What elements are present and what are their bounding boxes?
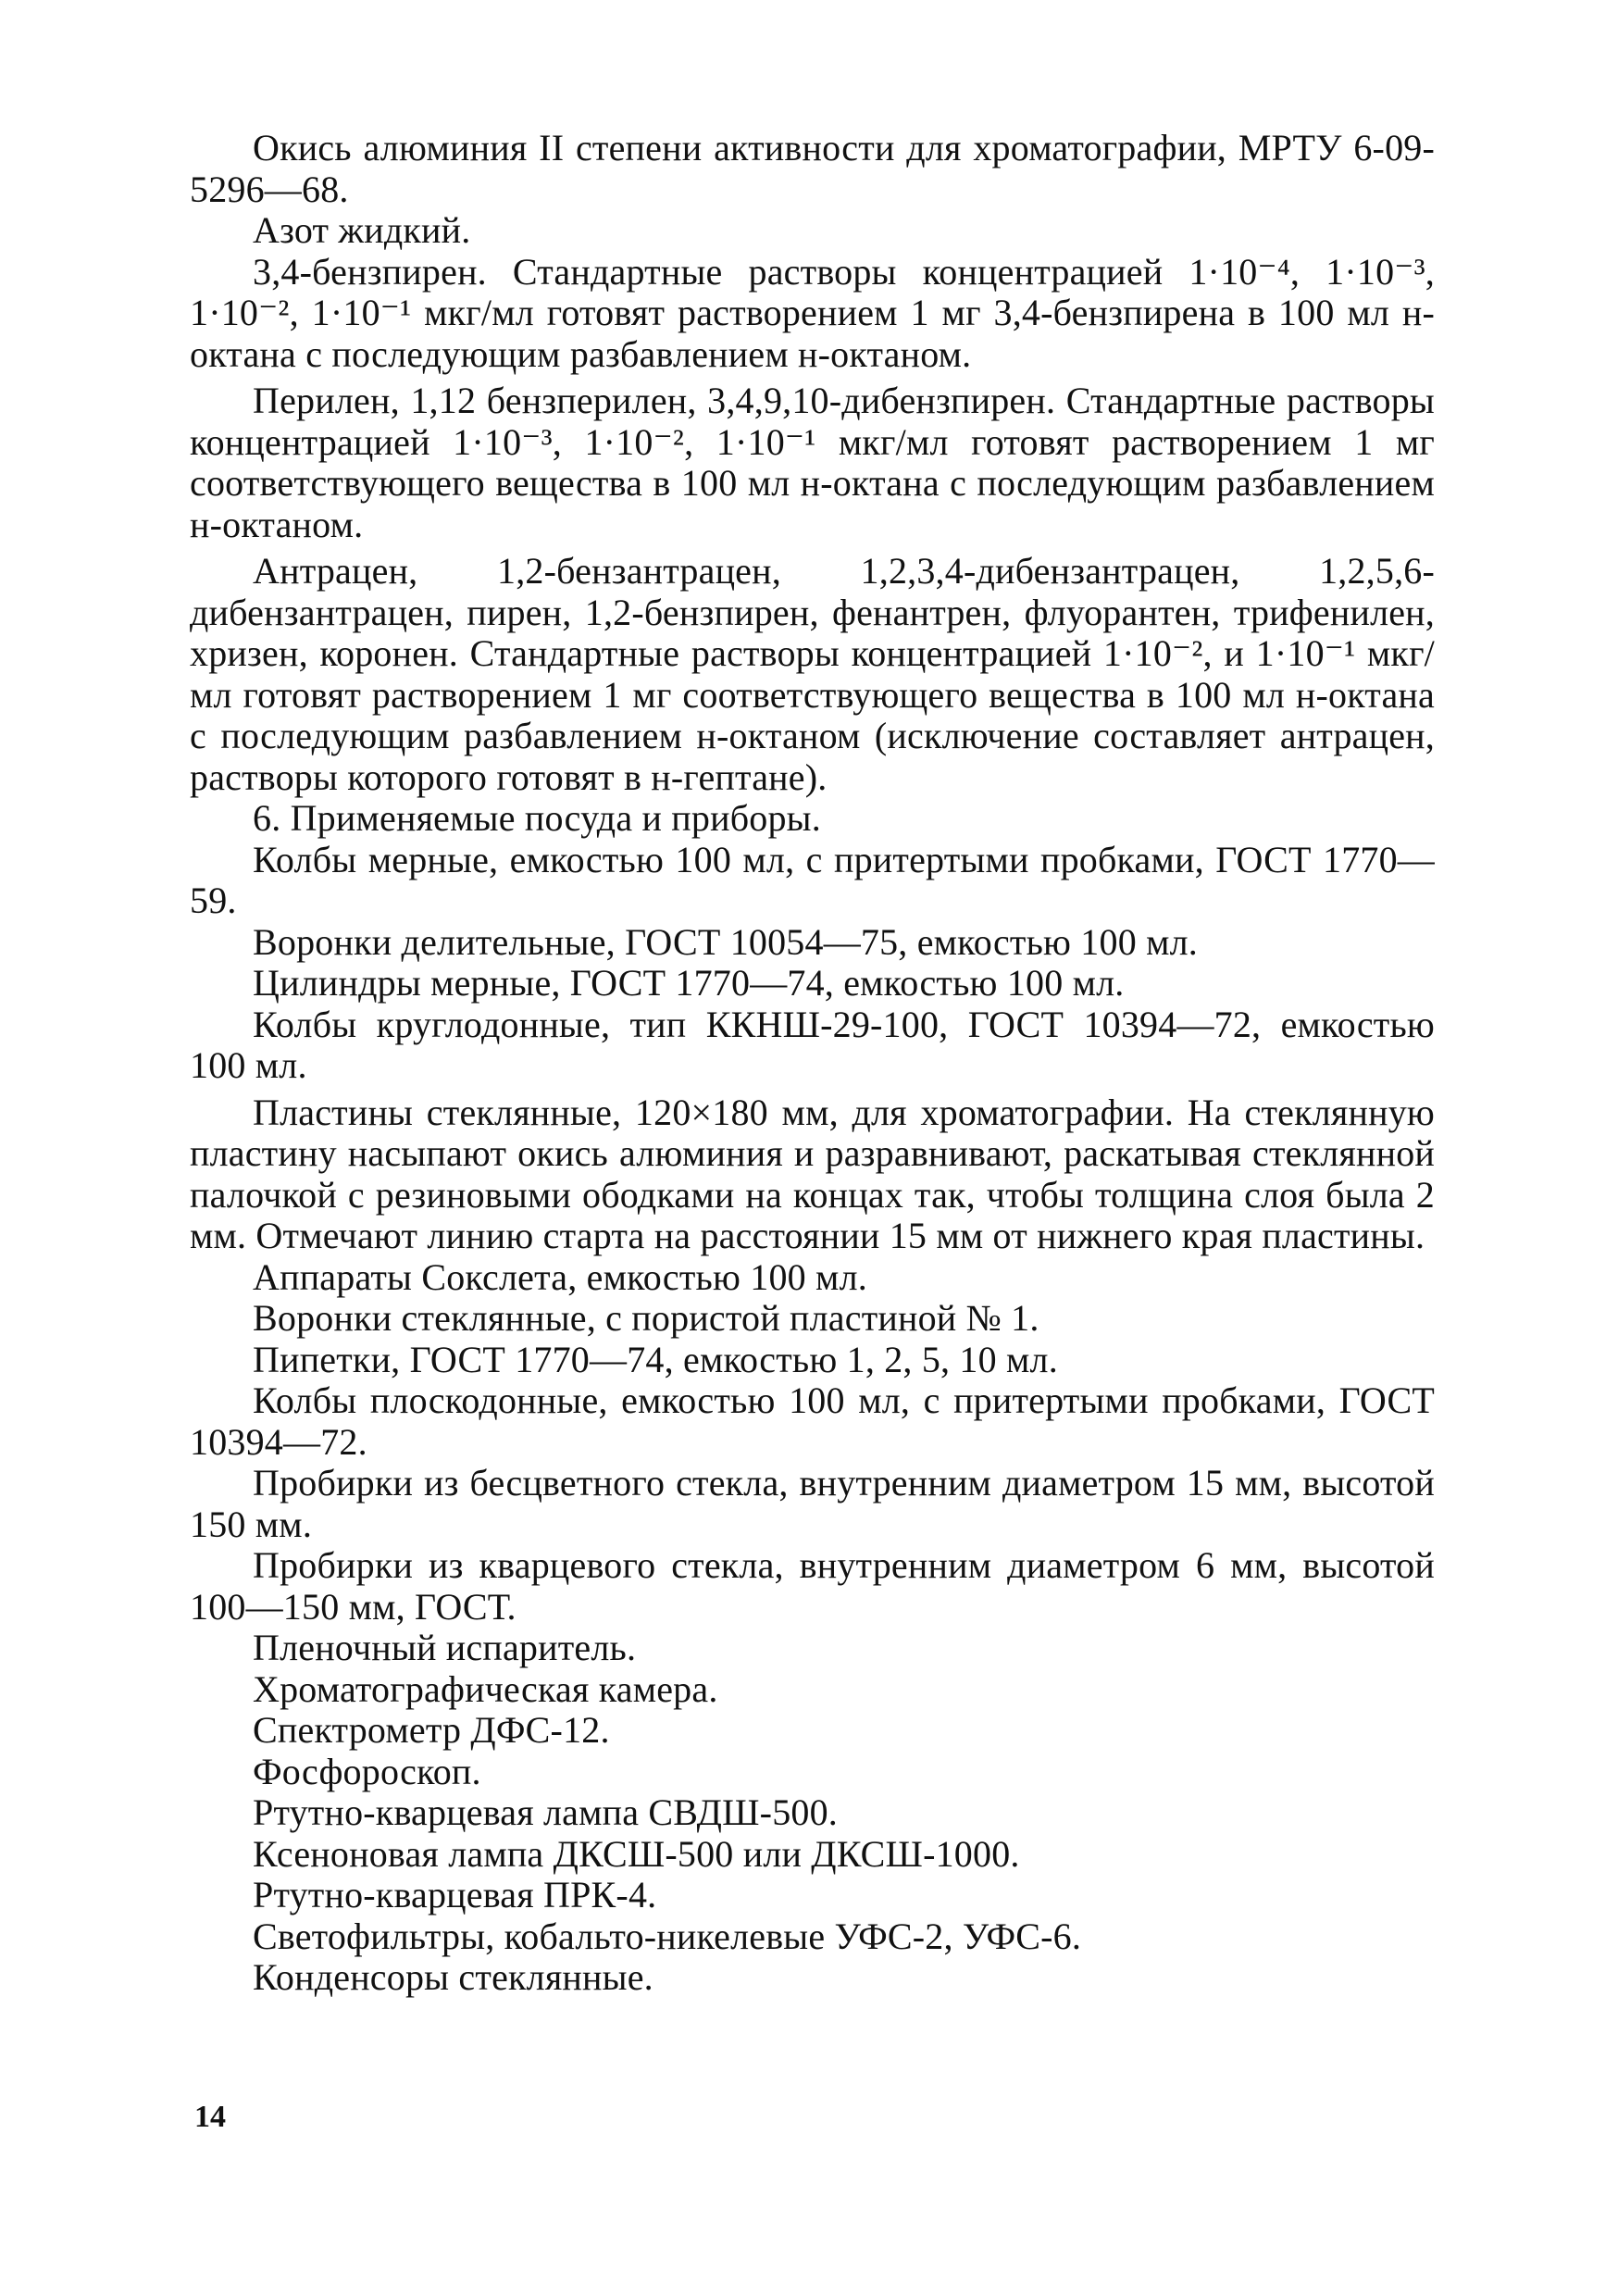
paragraph-soxhlet: Аппараты Сокслета, емкостью 100 мл.: [253, 1255, 867, 1298]
paragraph-anthracene: Антрацен, 1,2-бензантрацен, 1,2,3,4-дибензантрацен, 1,2,5,6-дибензантрацен, пирен, 1,2-бензпирен, фенантрен, флуорантен, трифенилен, хризен, коронен. Стандартные растворы концентрацией 1·10⁻², и 1·10⁻¹ мкг/мл готовят растворением 1 мг соответствующего вещества в 100 мл н-октана с последующим разбавлением н-октаном (исключение составляет антрацен, растворы которого готовят в н-гептане).: [190, 550, 1435, 798]
paragraph-perylene: Перилен, 1,12 бензперилен, 3,4,9,10-дибензпирен. Стандартные растворы концентрацией 1·10⁻³, 1·10⁻², 1·10⁻¹ мкг/мл готовят растворением 1 мг соответствующего вещества в 100 мл н-октана с последующим разбавлением н-октаном.: [190, 380, 1435, 545]
paragraph-nitrogen: Азот жидкий.: [253, 209, 471, 251]
paragraph-spectrometer: Спектрометр ДФС-12.: [253, 1709, 610, 1751]
paragraph-cylinders: Цилиндры мерные, ГОСТ 1770—74, емкостью 100 мл.: [253, 962, 1125, 1004]
paragraph-volumetric-flasks: Колбы мерные, емкостью 100 мл, с притертыми пробками, ГОСТ 1770—59.: [190, 838, 1435, 921]
page-number: 14: [194, 2100, 226, 2134]
paragraph-mercury-lamp: Ртутно-кварцевая лампа СВДШ-500.: [253, 1791, 839, 1833]
paragraph-separatory-funnels: Воронки делительные, ГОСТ 10054—75, емкостью 100 мл.: [253, 920, 1198, 963]
paragraph-round-flasks: Колбы круглодонные, тип ККНШ-29-100, ГОСТ 10394—72, емкостью 100 мл.: [190, 1003, 1435, 1086]
paragraph-pipettes: Пипетки, ГОСТ 1770—74, емкостью 1, 2, 5, 10 мл.: [253, 1338, 1058, 1380]
paragraph-light-filters: Светофильтры, кобальто-никелевые УФС-2, УФС-6.: [253, 1915, 1082, 1957]
body-text: [190, 128, 1435, 1999]
paragraph-condensers: Конденсоры стеклянные.: [253, 1956, 653, 1998]
paragraph-test-tubes-quartz: Пробирки из кварцевого стекла, внутренним диаметром 6 мм, высотой 100—150 мм, ГОСТ.: [190, 1544, 1435, 1628]
paragraph-mercury-quartz: Ртутно-кварцевая ПРК-4.: [253, 1874, 657, 1915]
paragraph-film-evaporator: Пленочный испаритель.: [253, 1627, 637, 1668]
paragraph-chromatography-chamber: Хроматографическая камера.: [253, 1667, 718, 1710]
paragraph-glass-plates: Пластины стеклянные, 120×180 мм, для хроматографии. На стеклянную пластину насыпают окись алюминия и разравнивают, раскатывая стеклянной палочкой с резиновыми ободками на концах так, чтобы толщина слоя была 2 мм. Отмечают линию старта на расстоянии 15 мм от нижнего края пластины.: [190, 1091, 1435, 1256]
paragraph-glass-funnels: Воронки стеклянные, с пористой пластиной № 1.: [253, 1297, 1039, 1339]
paragraph-alumina: Окись алюминия II степени активности для хроматографии, МРТУ 6-09-5296—68.: [190, 127, 1435, 210]
paragraph-phosphoroscope: Фосфороскоп.: [253, 1750, 481, 1792]
paragraph-flat-flasks: Колбы плоскодонные, емкостью 100 мл, с притертыми пробками, ГОСТ 10394—72.: [190, 1379, 1435, 1463]
paragraph-benzpyrene: 3,4-бензпирен. Стандартные растворы концентрацией 1·10⁻⁴, 1·10⁻³, 1·10⁻², 1·10⁻¹ мкг/мл готовят растворением 1 мг 3,4-бензпирена в 100 мл н-октана с последующим разбавлением н-октаном.: [190, 250, 1435, 375]
paragraph-xenon-lamp: Ксеноновая лампа ДКСШ-500 или ДКСШ-1000.: [253, 1832, 1020, 1875]
section-heading-equipment: 6. Применяемые посуда и приборы.: [253, 797, 821, 839]
paragraph-test-tubes-glass: Пробирки из бесцветного стекла, внутренним диаметром 15 мм, высотой 150 мм.: [190, 1462, 1435, 1545]
